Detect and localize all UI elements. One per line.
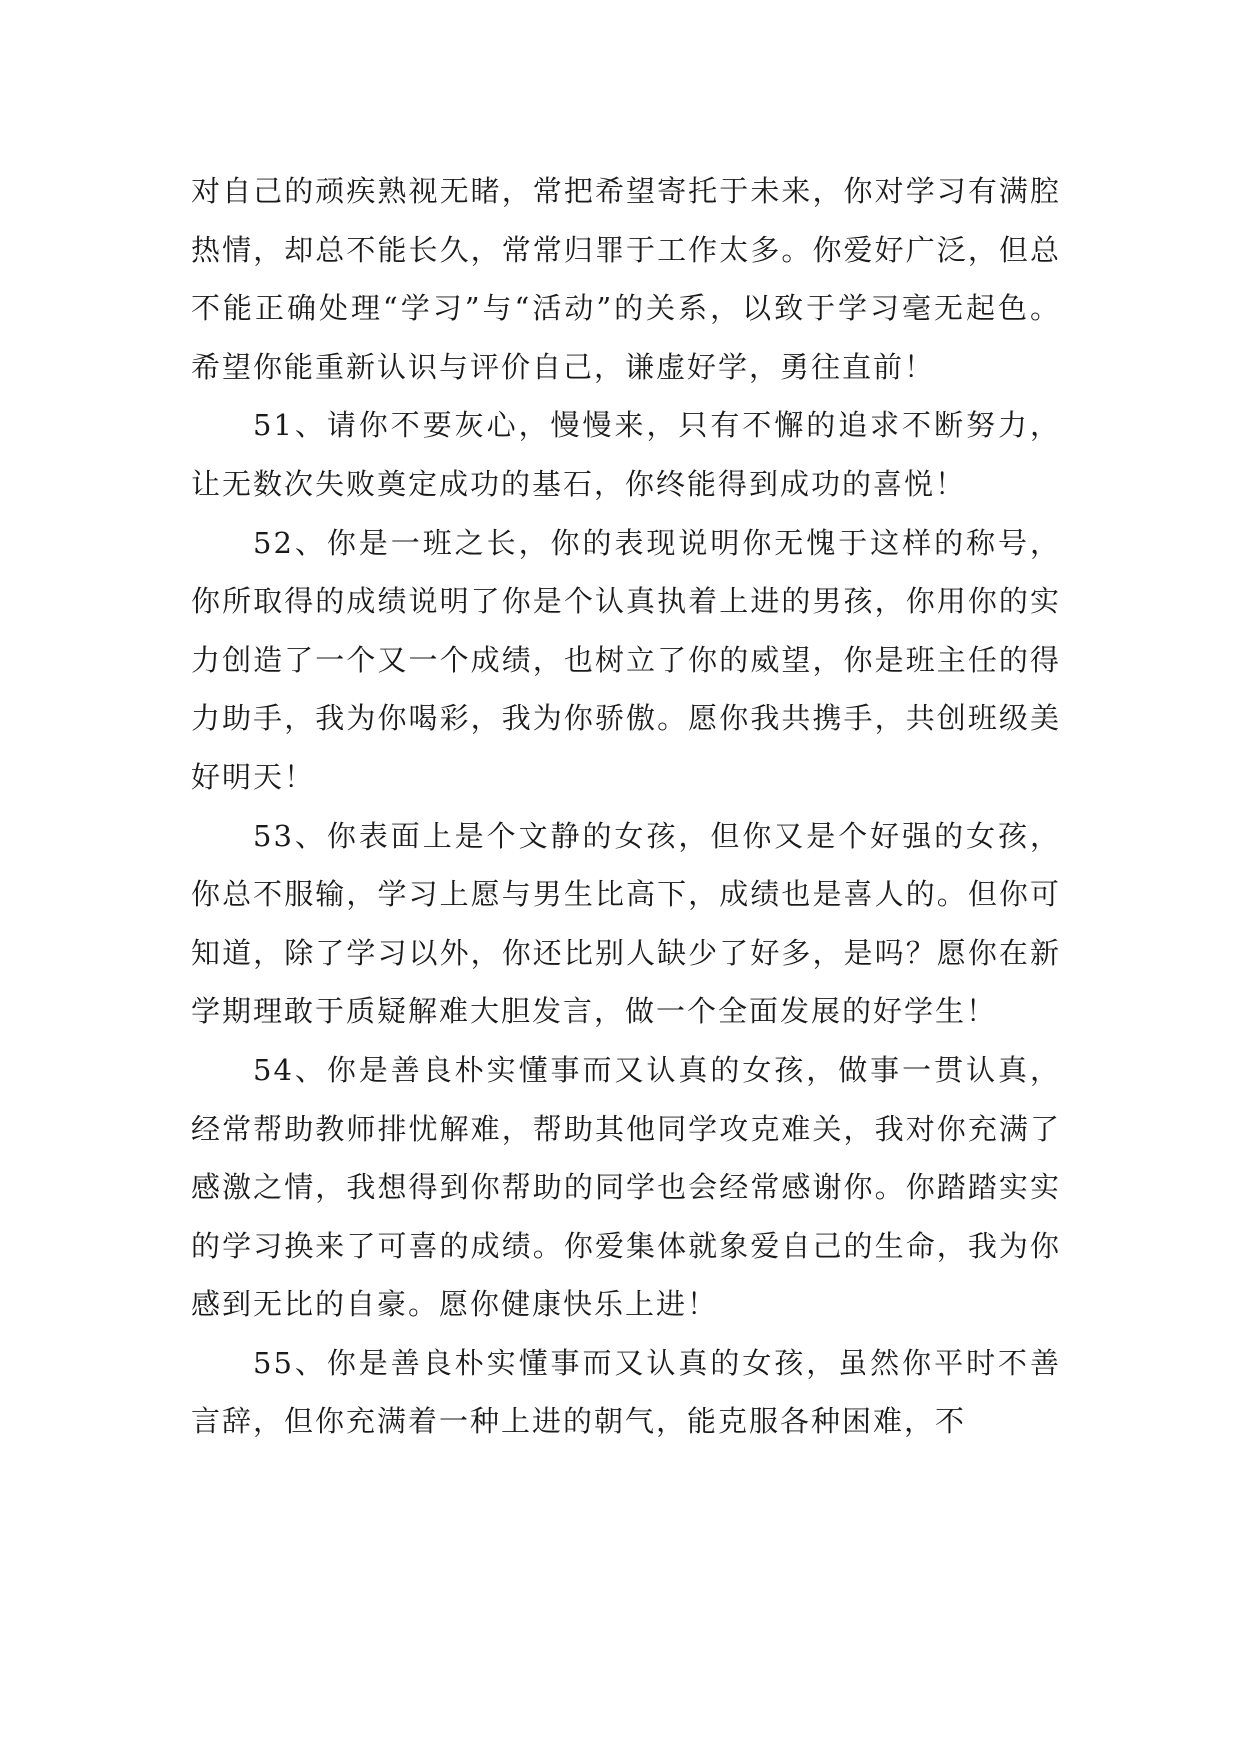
paragraph-52: 52、你是一班之长，你的表现说明你无愧于这样的称号，你所取得的成绩说明了你是个认真执着上进的男孩，你用你的实力创造了一个又一个成绩，也树立了你的威望，你是班主任的得力助手，我为你喝彩，我为你骄傲。愿你我共携手，共创班级美好明天！	[191, 525, 1061, 794]
paragraph-53: 53、你表面上是个文静的女孩，但你又是个好强的女孩，你总不服输，学习上愿与男生比高下，成绩也是喜人的。但你可知道，除了学习以外，你还比别人缺少了好多，是吗？愿你在新学期理敢于质疑解难大胆发言，做一个全面发展的好学生！	[191, 818, 1061, 1029]
paragraph-continuation: 对自己的顽疾熟视无睹，常把希望寄托于未来，你对学习有满腔热情，却总不能长久，常常归罪于工作太多。你爱好广泛，但总不能正确处理“学习”与“活动”的关系，以致于学习毫无起色。希望你能重新认识与评价自己，谦虚好学，勇往直前！	[191, 174, 1061, 384]
paragraph-55: 55、你是善良朴实懂事而又认真的女孩，虽然你平时不善言辞，但你充满着一种上进的朝气，能克服各种困难，不	[191, 1345, 1061, 1439]
paragraph-54: 54、你是善良朴实懂事而又认真的女孩，做事一贯认真，经常帮助教师排忧解难，帮助其他同学攻克难关，我对你充满了感激之情，我想得到你帮助的同学也会经常感谢你。你踏踏实实的学习换来了可喜的成绩。你爱集体就象爱自己的生命，我为你感到无比的自豪。愿你健康快乐上进！	[191, 1052, 1061, 1322]
document-body	[191, 162, 1061, 1451]
paragraph-51: 51、请你不要灰心，慢慢来，只有不懈的追求不断努力，让无数次失败奠定成功的基石，你终能得到成功的喜悦！	[191, 408, 1061, 501]
